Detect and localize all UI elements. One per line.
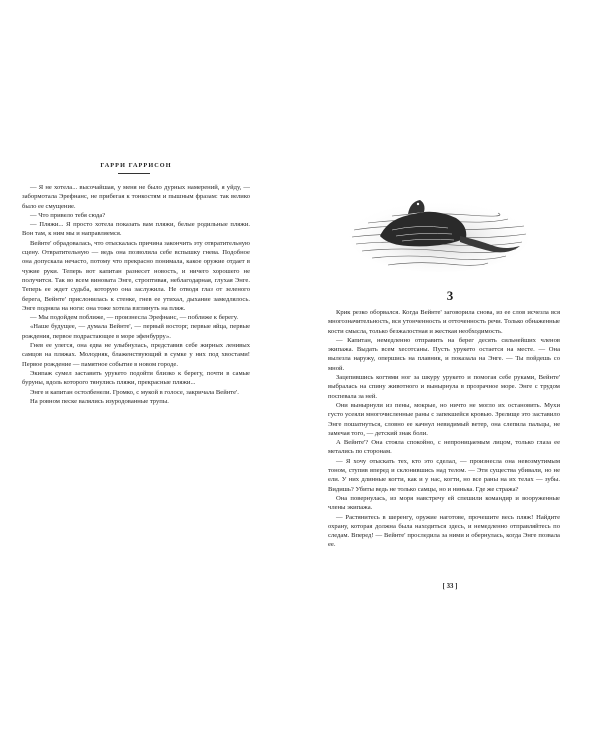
paragraph: «Наше будущее, — думала Вейнте', — первый восторг, первые яйца, первые рождения, первое подрастающее в море эфенбурру».	[22, 323, 250, 340]
right-page-text	[328, 308, 560, 550]
paragraph: Гнев ее улегся, она едва не улыбнулась, представив себе жирных ленивых самцов на пляжах. Молодняк, блаженствующий в сумке у них под хвостами! Первое рождение — памятное событие в новом городе.	[22, 342, 250, 368]
paragraph: Экипаж сумел заставить урукето подойти близко к берегу, почти в самые буруны, вдоль которого тянулись пляжи, прекрасные пляжи...	[22, 369, 250, 387]
paragraph: Они вынырнули из пены, мокрые, но ничто не могло их остановить. Мухи густо усеяли многочисленные раны с запекшейся кровью. Зрелище это заставило Энге пошатнуться, словно ее качнул невидимый ветер, она слепила пальцы, не замечая того, — детский знак боли.	[328, 401, 560, 437]
paragraph: Вейнте' обрадовалась, что отыскалась причина закончить эту отвратительную сцену. Отвратительную — ведь она позволила себе вспышку гнева. Подобное она допускала нечасто, потому что прекрасно понимала, какое оружие отдает в чужие руки. Теперь вот капитан разнесет новость, и ничего хорошего не получится. Так во всем виновата Энге, строптивая, неблагодарная, глухая Энге. Теперь ее ждет судьба, которую она заслужила. Не отводя глаз от зеленого берега, Вейнте' прислонилась к стенке, гнев ее утихал, дыхание замедлялось. Энге подняла на ноги: она тоже хотела взглянуть на пляж.	[22, 239, 250, 312]
paragraph: — Что привело тебя сюда?	[30, 211, 106, 219]
paragraph: Энге и капитан остолбенели. Громко, с мукой в голосе, закричала Вейнте'.	[30, 388, 239, 396]
running-head: ГАРРИ ГАРРИСОН	[100, 162, 172, 169]
paragraph: — Мы подойдем поближе, — произнесла Эрефнанс, — поближе к берегу.	[30, 314, 239, 322]
head-rule	[118, 173, 150, 174]
paragraph: На ровном песке валялись изуродованные трупы.	[30, 397, 169, 405]
sea-creature-engraving	[348, 190, 530, 274]
paragraph: — Я хочу отыскать тех, кто это сделал, — произнесла она невозмутимым тоном, ступив вперед и склонившись над телом. — Эти существа убивали, но не ели. У них длинные когти, как и у нас, когти, но все раны на их телах — зубы. Видишь? Убиты ведь не только самцы, но и нинька. Где же стража?	[328, 457, 560, 493]
paragraph: Крик резко оборвался. Когда Вейнте' заговорила снова, из ее слов исчезла вся многозначительность, вся утонченность и отточенность речи. Только обнаженные кости смысла, только безжалостная и жесткая необходимость.	[328, 309, 560, 335]
paragraph: — Пляжи... Я просто хотела показать вам пляжи, белые родильные пляжи. Вон там, к ним мы и направляемся.	[22, 221, 250, 238]
paragraph: А Вейнте'? Она стояла спокойно, с непроницаемым лицом, только глаза ее метались по сторонам.	[328, 439, 560, 456]
left-page-text	[22, 183, 250, 406]
paragraph: Она повернулась, из моря навстречу ей спешили командир и вооруженные члены экипажа.	[328, 494, 560, 512]
paragraph: — Я не хотела... высочайшая, у меня не было дурных намерений, я уйду, — забормотала Эрефнанс, не прибегая к тонкостям и пышным фразам: так велико было ее смущение.	[22, 184, 250, 210]
paragraph: — Растянитесь в шеренгу, оружие наготове, прочешите весь пляж! Найдите охрану, которая должна была находиться здесь, и немедленно отправляйтесь по следам. Вперед! — Вейнте' проследила за ними и обернулась, когда Энге позвала ее.	[328, 513, 560, 549]
right-page	[300, 0, 600, 750]
paragraph: — Капитан, немедленно отправить на берег десять сильнейших членов экипажа. Выдать всем хесотсаны. Пусть урукето остается на месте. — Она вылезла наружу, опершись на плавник, и показала на Энге. — Ты пойдешь со мной.	[328, 336, 560, 372]
chapter-number: 3	[446, 288, 454, 303]
page-number: [ 33 ]	[442, 583, 458, 590]
paragraph: Зацепившись когтями ног за шкуру урукето и помогая себе руками, Вейнте' выбралась на спину животного и вынырнула в прозрачное море. Энге с трудом поспевала за ней.	[328, 374, 560, 400]
